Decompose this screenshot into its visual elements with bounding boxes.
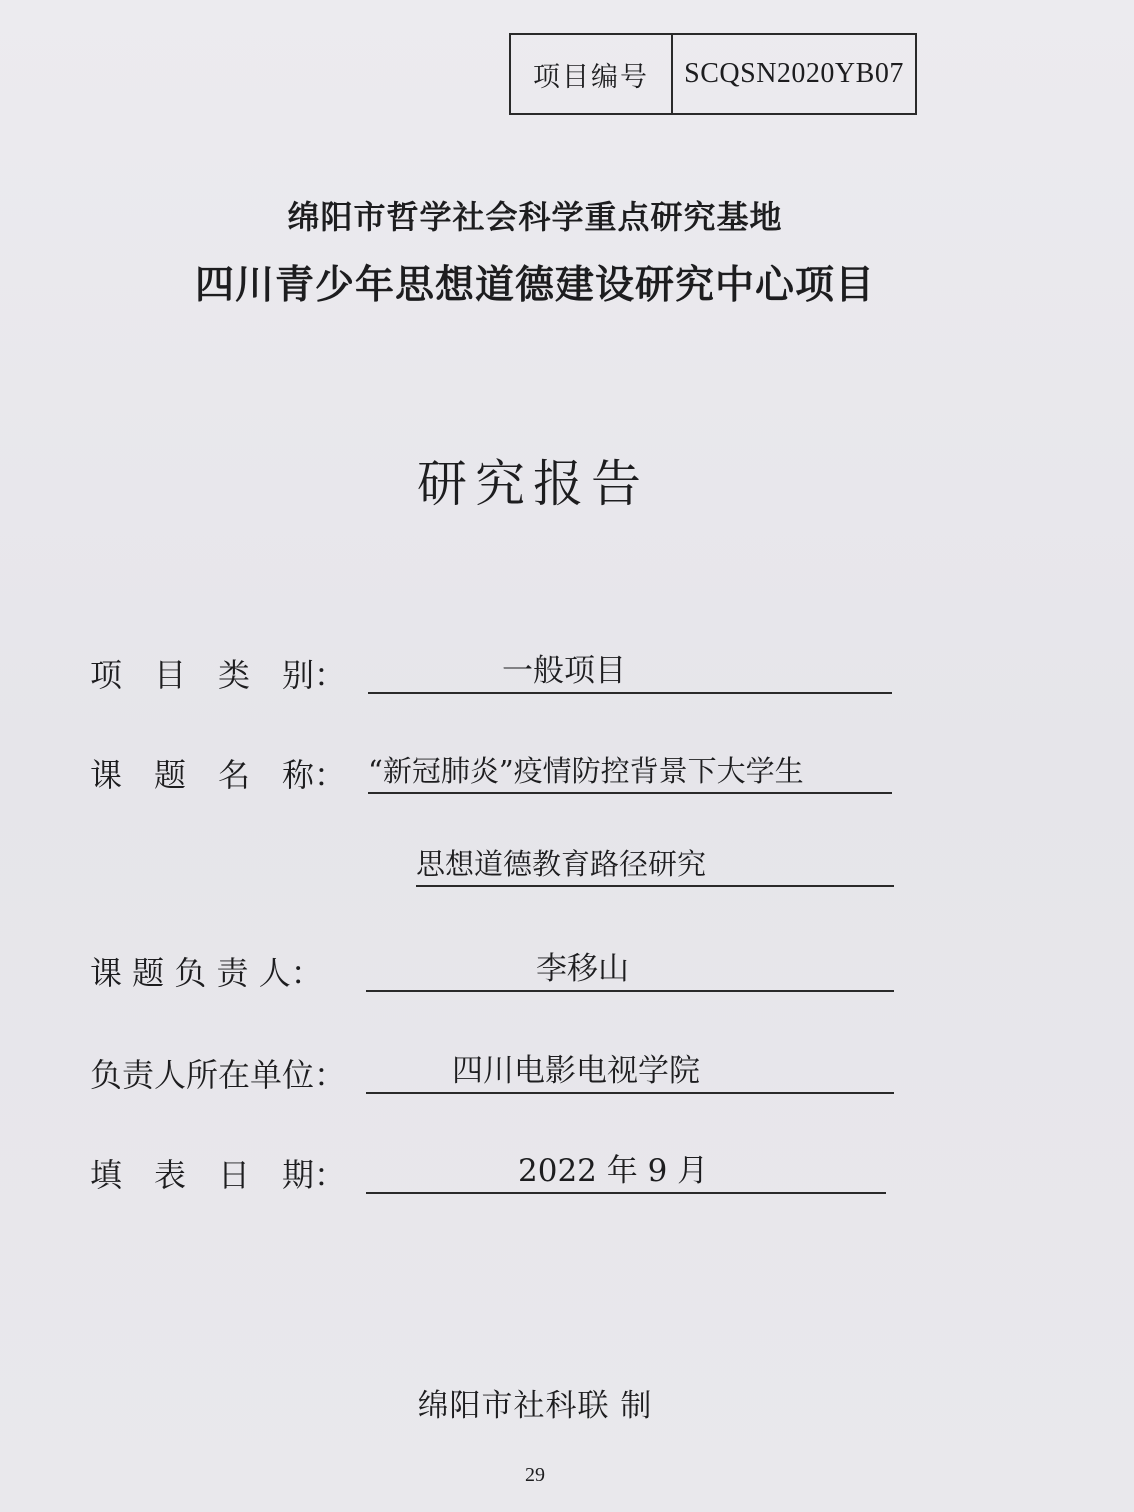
date-label: 填 表 日 期： — [90, 1156, 347, 1194]
project-number-box — [509, 33, 917, 115]
topic-value-line2: 思想道德教育路径研究 — [416, 843, 894, 887]
unit-value: 四川电影电视学院 — [366, 1050, 894, 1094]
center-heading: 四川青少年思想道德建设研究中心项目 — [194, 263, 875, 308]
report-title: 研究报告 — [417, 455, 649, 513]
topic-value-line1: “新冠肺炎”疫情防控背景下大学生 — [368, 750, 892, 794]
category-value: 一般项目 — [368, 650, 892, 694]
leader-value: 李移山 — [366, 948, 894, 992]
leader-label: 课 题 负 责 人： — [90, 954, 323, 992]
date-value: 2022 年 9 月 — [366, 1150, 886, 1194]
project-number-label: 项目编号 — [511, 35, 673, 113]
page-number: 29 — [525, 1464, 545, 1486]
topic-label: 课 题 名 称： — [90, 756, 347, 794]
project-number-value: SCQSN2020YB07 — [684, 58, 904, 89]
issuing-organization: 绵阳市社科联 制 — [417, 1388, 653, 1424]
unit-label: 负责人所在单位： — [90, 1056, 347, 1094]
base-heading: 绵阳市哲学社会科学重点研究基地 — [287, 198, 783, 236]
category-label: 项 目 类 别： — [90, 656, 347, 694]
